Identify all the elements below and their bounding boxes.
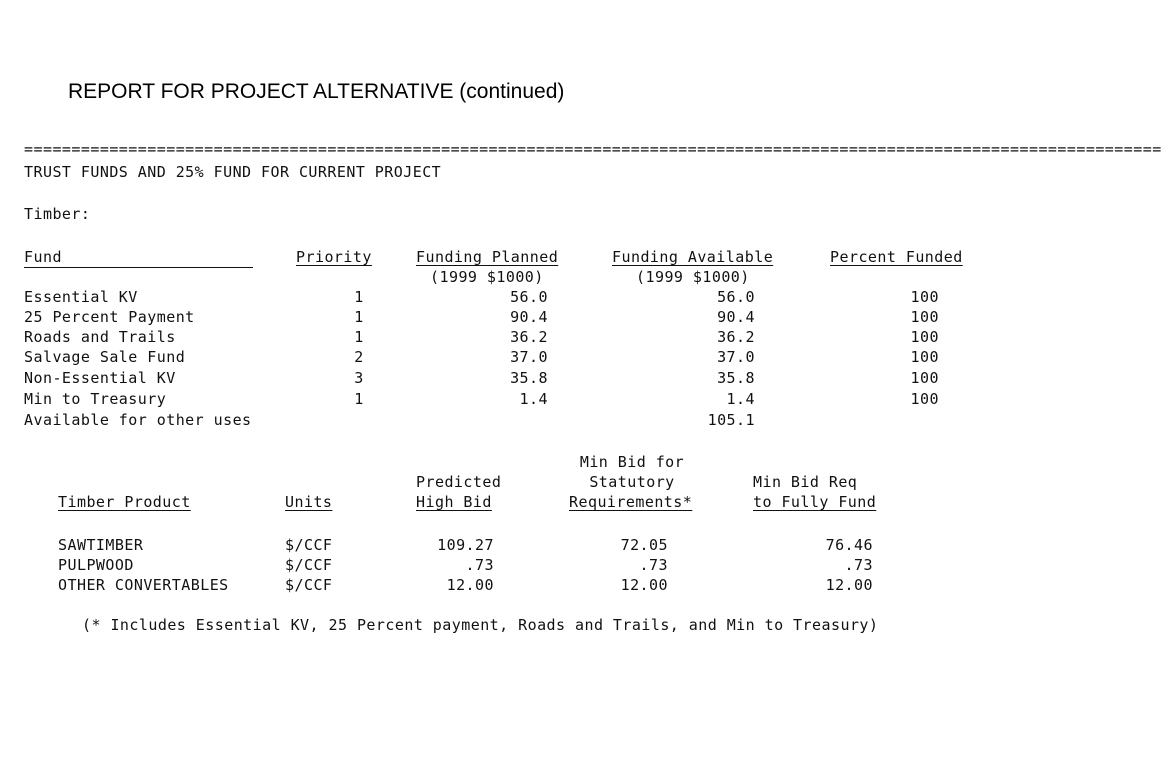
timber-subheading: Timber: bbox=[24, 205, 91, 223]
units-funding-available: (1999 $1000) bbox=[636, 268, 750, 286]
bid-units: $/CCF bbox=[285, 576, 333, 594]
fund-percent: 100 bbox=[910, 369, 939, 387]
fund-priority: 1 bbox=[354, 328, 364, 346]
fund-percent: 100 bbox=[910, 308, 939, 326]
fund-name: Non-Essential KV bbox=[24, 369, 176, 387]
bid-predicted: .73 bbox=[465, 556, 494, 574]
fund-priority: 1 bbox=[354, 288, 364, 306]
col-header-funding-planned: Funding Planned bbox=[416, 248, 559, 266]
fund-priority: 3 bbox=[354, 369, 364, 387]
bid-product: SAWTIMBER bbox=[58, 536, 144, 554]
fund-available: 36.2 bbox=[717, 328, 755, 346]
fund-percent: 100 bbox=[910, 328, 939, 346]
fund-priority: 1 bbox=[354, 308, 364, 326]
header-min-bid-line3: Requirements* bbox=[569, 493, 693, 511]
fund-planned: 35.8 bbox=[510, 369, 548, 387]
fund-available: 56.0 bbox=[717, 288, 755, 306]
other-uses-value: 105.1 bbox=[707, 411, 755, 429]
fund-planned: 37.0 bbox=[510, 348, 548, 366]
separator-line: ======================================================================================================================== bbox=[24, 140, 1162, 158]
bid-predicted: 109.27 bbox=[437, 536, 494, 554]
bid-predicted: 12.00 bbox=[446, 576, 494, 594]
bid-min-statutory: .73 bbox=[639, 556, 668, 574]
bid-product: PULPWOOD bbox=[58, 556, 134, 574]
fund-available: 35.8 bbox=[717, 369, 755, 387]
fund-name: Essential KV bbox=[24, 288, 138, 306]
bid-min-statutory: 72.05 bbox=[620, 536, 668, 554]
fund-planned: 56.0 bbox=[510, 288, 548, 306]
header-min-bid-line2: Statutory bbox=[589, 473, 675, 491]
footnote: (* Includes Essential KV, 25 Percent payment, Roads and Trails, and Min to Treasury) bbox=[82, 616, 879, 634]
fund-available: 1.4 bbox=[726, 390, 755, 408]
fund-name: Salvage Sale Fund bbox=[24, 348, 186, 366]
fund-priority: 1 bbox=[354, 390, 364, 408]
bid-units: $/CCF bbox=[285, 556, 333, 574]
header-predicted-line1: Predicted bbox=[416, 473, 502, 491]
fund-header-underline bbox=[24, 267, 253, 268]
fund-planned: 90.4 bbox=[510, 308, 548, 326]
section-heading: TRUST FUNDS AND 25% FUND FOR CURRENT PROJECT bbox=[24, 163, 442, 181]
bid-product: OTHER CONVERTABLES bbox=[58, 576, 229, 594]
fund-percent: 100 bbox=[910, 390, 939, 408]
bid-units: $/CCF bbox=[285, 536, 333, 554]
fund-name: 25 Percent Payment bbox=[24, 308, 195, 326]
fund-available: 37.0 bbox=[717, 348, 755, 366]
header-min-bid-line1: Min Bid for bbox=[579, 453, 685, 471]
fund-planned: 36.2 bbox=[510, 328, 548, 346]
bid-min-statutory: 12.00 bbox=[620, 576, 668, 594]
fund-name: Roads and Trails bbox=[24, 328, 176, 346]
fund-name: Min to Treasury bbox=[24, 390, 167, 408]
header-predicted-line2: High Bid bbox=[416, 493, 492, 511]
header-full-fund-line1: Min Bid Req bbox=[753, 473, 858, 491]
fund-available: 90.4 bbox=[717, 308, 755, 326]
fund-percent: 100 bbox=[910, 288, 939, 306]
col-header-fund: Fund bbox=[24, 248, 62, 266]
bid-min-full-fund: 12.00 bbox=[825, 576, 873, 594]
bid-min-full-fund: 76.46 bbox=[825, 536, 873, 554]
bid-min-full-fund: .73 bbox=[844, 556, 873, 574]
page-title: REPORT FOR PROJECT ALTERNATIVE (continued) bbox=[68, 80, 565, 103]
col-header-timber-product: Timber Product bbox=[58, 493, 191, 511]
fund-planned: 1.4 bbox=[519, 390, 548, 408]
report-printout bbox=[24, 140, 1162, 640]
col-header-units: Units bbox=[285, 493, 333, 511]
fund-percent: 100 bbox=[910, 348, 939, 366]
col-header-priority: Priority bbox=[296, 248, 372, 266]
other-uses-label: Available for other uses bbox=[24, 411, 252, 429]
col-header-funding-available: Funding Available bbox=[612, 248, 774, 266]
col-header-percent-funded: Percent Funded bbox=[830, 248, 963, 266]
fund-priority: 2 bbox=[354, 348, 364, 366]
header-full-fund-line2: to Fully Fund bbox=[753, 493, 877, 511]
units-funding-planned: (1999 $1000) bbox=[430, 268, 544, 286]
